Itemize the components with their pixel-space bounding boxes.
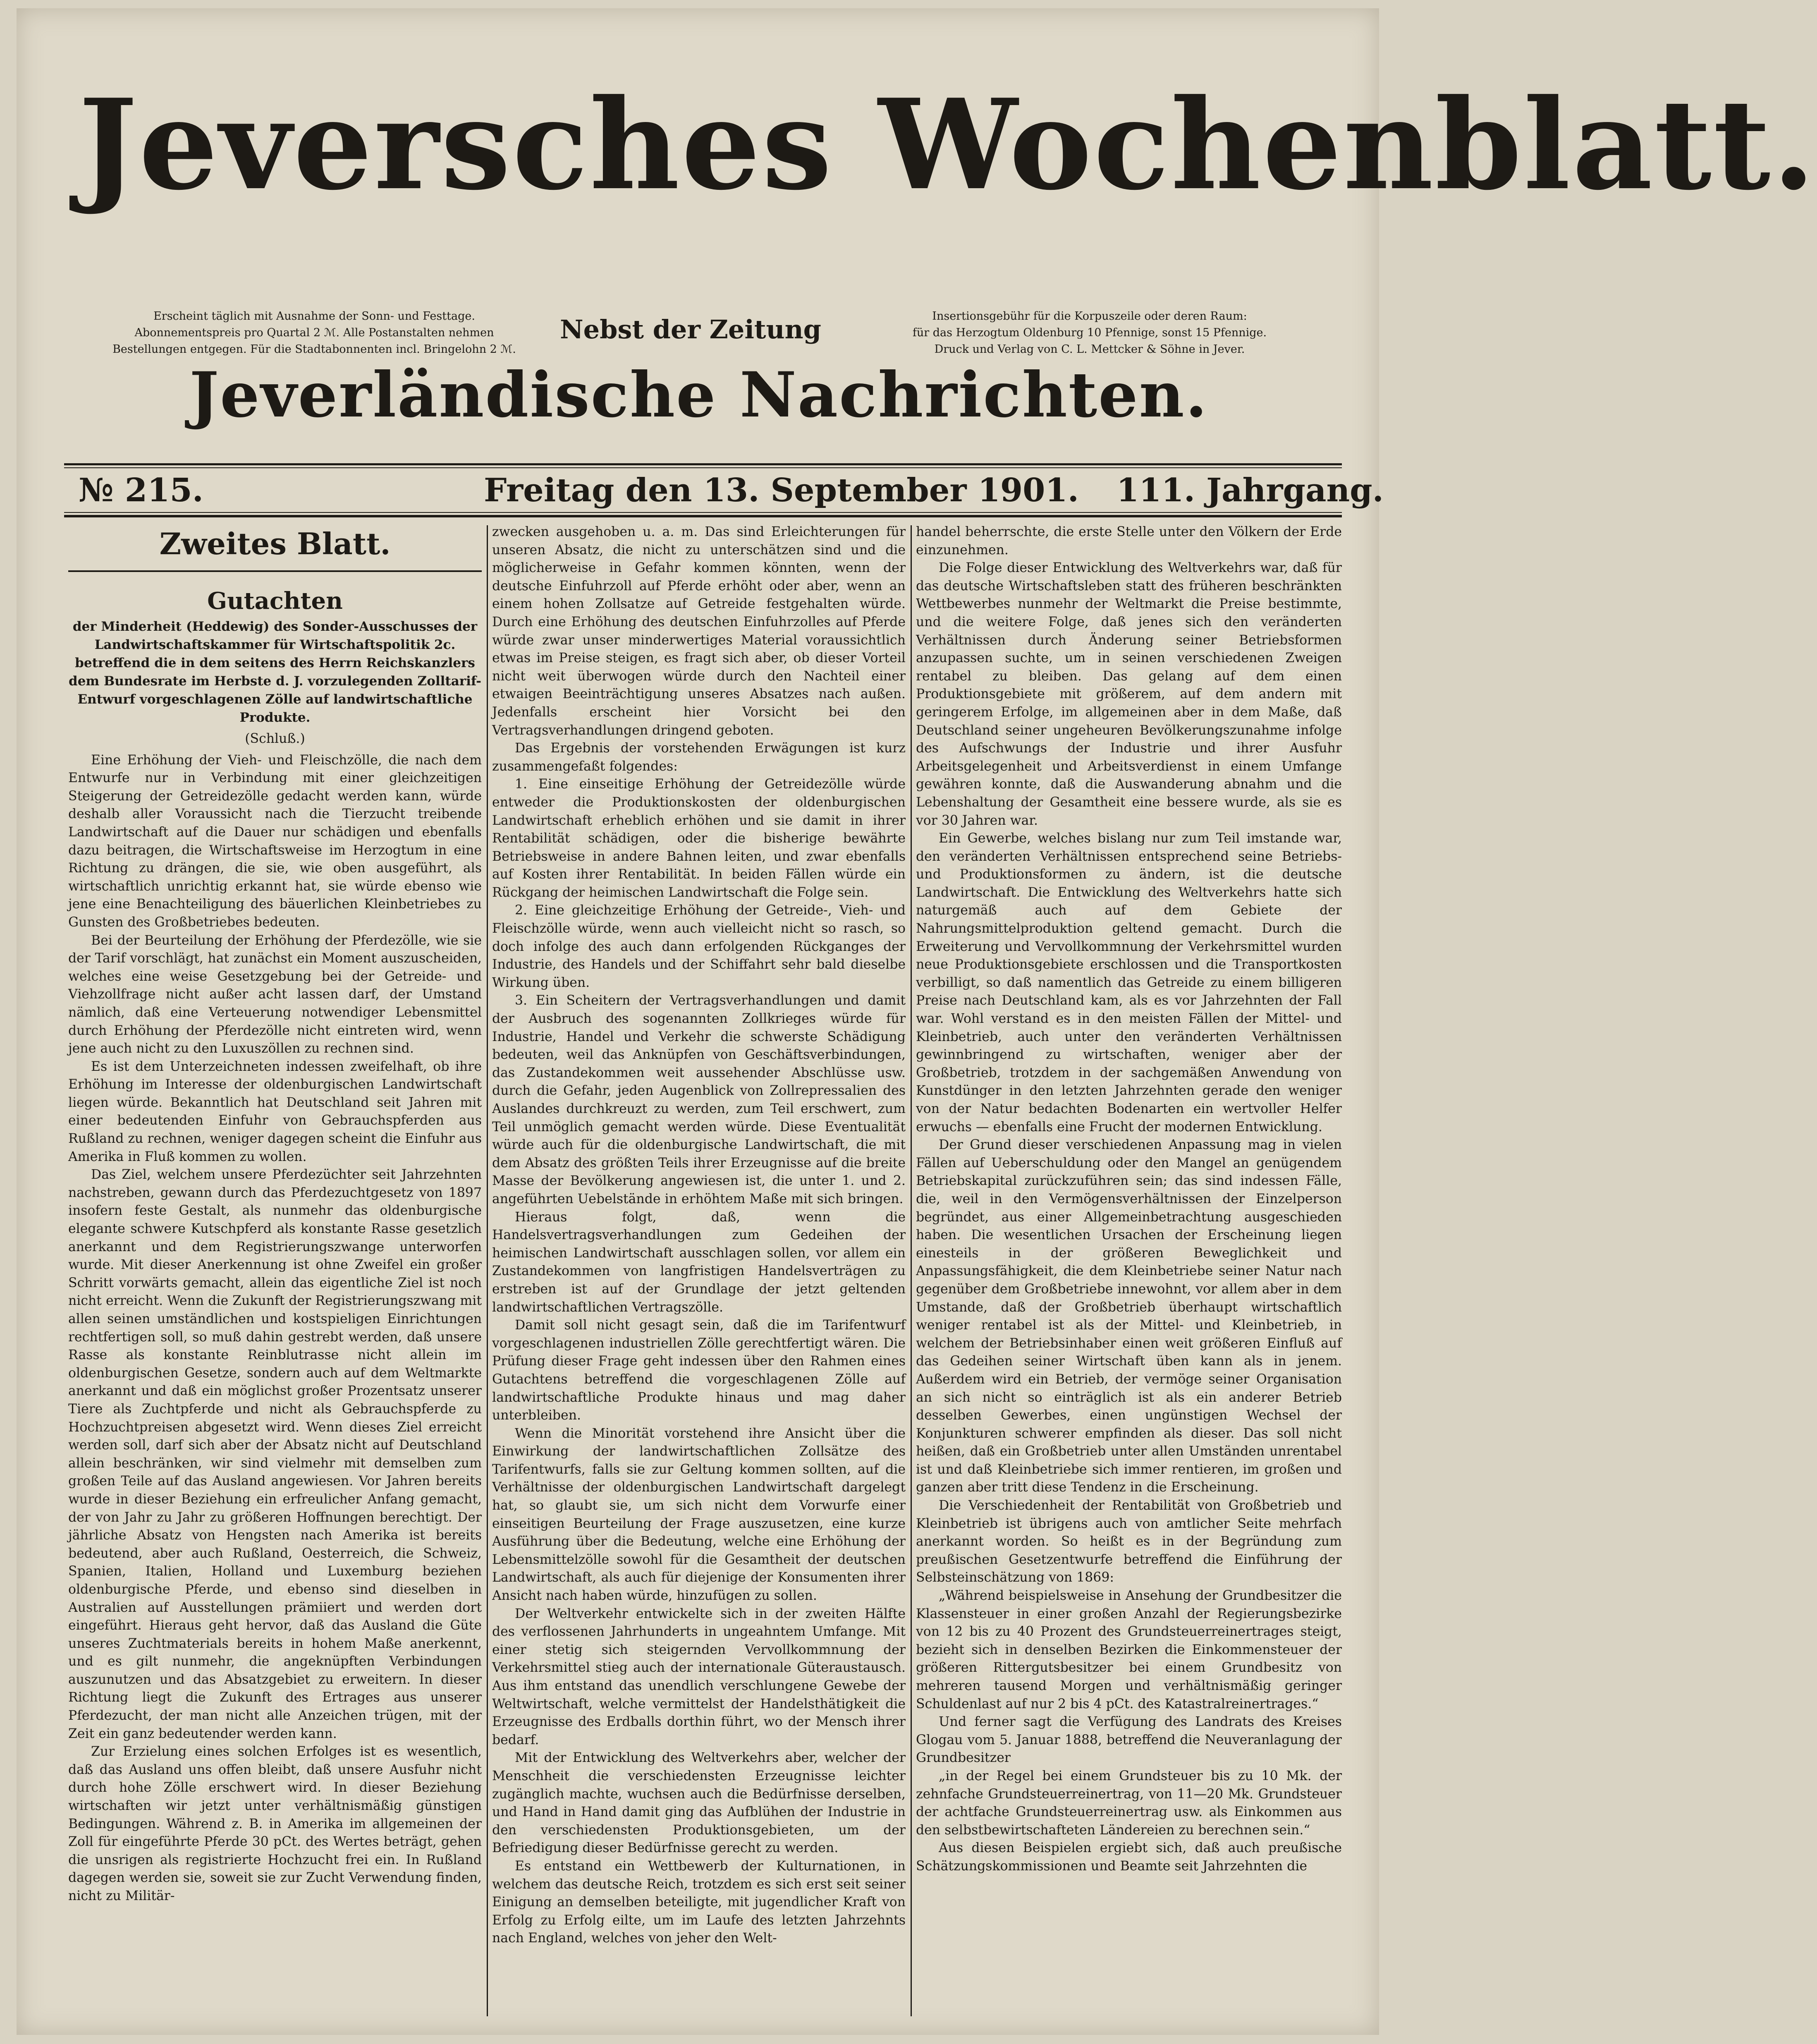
subscription-line: Bestellungen entgegen. Für die Stadtabonnenten incl. Bringelohn 2 ℳ.: [112, 343, 516, 356]
newspaper-page: [17, 8, 1817, 2035]
column-1: [68, 523, 482, 2016]
insertion-line: Insertionsgebühr für die Korpuszeile oder deren Raum:: [932, 310, 1247, 323]
sheet-label-rule: [68, 570, 482, 572]
article-note: (Schluß.): [245, 731, 305, 746]
paragraph: Und ferner sagt die Verfügung des Landrats des Kreises Glogau vom 5. Januar 1888, betreffend die Neuveranlagung der Grundbesitzer: [916, 1714, 1342, 1766]
paragraph: Es entstand ein Wettbewerb der Kulturnationen, in welchem das deutsche Reich, trotzdem es sich erst seit seiner Einigung an demselben beteiligte, mit jugendlicher Kraft von Erfolg zu Erfolg eilte, um im Laufe des letzten Jahrzehnts nach England, welches von jeher den Welt-: [492, 1858, 906, 1946]
paragraph: Aus diesen Beispielen ergiebt sich, daß auch preußische Schätzungskommissionen und Beamte seit Jahrzehnten die: [916, 1841, 1342, 1874]
paragraph: Hieraus folgt, daß, wenn die Handelsvertragsverhandlungen zum Gedeihen der heimischen Landwirtschaft ausschlagen sollen, vor allem ein Zustandekommen von langfristigen Handelsverträgen zu erstreben ist auf der Grundlage der jetzt geltenden landwirtschaftlichen Vertragszölle.: [492, 1209, 906, 1315]
subscription-info: [95, 308, 533, 358]
paragraph: Wenn die Minorität vorstehend ihre Ansicht über die Einwirkung der landwirtschaftlichen Zollsätze des Tarifentwurfs, falls sie zur Geltung kommen sollten, auf die Verhältnisse der oldenburgischen Landwirtschaft dargelegt hat, so glaubt sie, um sich nicht dem Vorwurfe einer einseitigen Beurteilung der Frage auszusetzen, eine kurze Ausführung über die Bedeutung, welche eine Erhöhung der Lebensmittelzölle sowohl für die Gesamtheit der deutschen Landwirtschaft, als auch für diejenige der Konsumenten ihrer Ansicht nach haben würde, hinzufügen zu sollen.: [492, 1426, 906, 1604]
dateline-rule: [64, 515, 1342, 517]
column-2: [492, 523, 906, 2016]
issue-date: Freitag den 13. September 1901.: [484, 472, 1079, 509]
paragraph: Damit soll nicht gesagt sein, daß die im Tarifentwurf vorgeschlagenen industriellen Zölle gerechtfertigt wären. Die Prüfung dieser Frage geht indessen über den Rahmen eines Gutachtens betreffend die vorgeschlagenen Zölle auf landwirtschaftliche Produkte hinaus und mag daher unterbleiben.: [492, 1318, 906, 1423]
nebst-label: Nebst der Zeitung: [559, 314, 822, 345]
paragraph: Eine Erhöhung der Vieh- und Fleischzölle, die nach dem Entwurfe nur in Verbindung mit einer gleichzeitigen Steigerung der Getreidezölle gedacht werden kann, würde deshalb aller Voraussicht nach die Tierzucht treibende Landwirtschaft auf die Dauer nur schädigen und ebenfalls dazu beitragen, die Wirtschaftsweise im Herzogtum in eine Richtung zu drängen, die sie, wie oben ausgeführt, als wirtschaftlich unrichtig erkannt hat, sie würde ebenso wie jene eine Benachteiligung des bäuerlichen Kleinbetriebes zu Gunsten des Großbetriebes bedeuten.: [68, 752, 482, 930]
paragraph: Mit der Entwicklung des Weltverkehrs aber, welcher der Menschheit die verschiedensten Erzeugnisse leichter zugänglich machte, wuchsen auch die Bedürfnisse derselben, und Hand in Hand damit ging das Aufblühen der Industrie in den verschiedensten Produktionsgebieten, um der Befriedigung dieser Bedürfnisse gerecht zu werden.: [492, 1750, 906, 1856]
top-rule: [64, 463, 1342, 465]
subtitle: Jeverländische Nachrichten.: [189, 359, 1208, 431]
paragraph: Die Folge dieser Entwicklung des Weltverkehrs war, daß für das deutsche Wirtschaftsleben statt des früheren beschränkten Wettbewerbes nunmehr der Weltmarkt die Preise bestimmte, und die weitere Folge, daß jenes sich den veränderten Verhältnissen durch Änderung seiner Betriebsformen anzupassen suchte, um in seinen verschiedenen Zweigen rentabel zu bleiben. Das gelang auf dem einen Produktionsgebiete mit größerem, auf dem andern mit geringerem Erfolge, im allgemeinen aber in dem Maße, daß Deutschland seiner ungeheuren Bevölkerungszunahme infolge des Aufschwungs der Industrie und ihrer Ausfuhr Arbeitsgelegenheit und Arbeitsverdienst in einem Umfange gewähren konnte, daß die Auswanderung abnahm und die Lebenshaltung der Gesamtheit eine bessere wurde, als sie es vor 30 Jahren war.: [916, 560, 1342, 828]
dateline-rule-thin: [64, 512, 1342, 513]
paragraph: 1. Eine einseitige Erhöhung der Getreidezölle würde entweder die Produktionskosten der oldenburgischen Landwirtschaft erheblich erhöhen und sie damit in ihrer Rentabilität schädigen, oder die bisherige bewährte Betriebsweise in andere Bahnen leiten, und zwar ebenfalls auf Kosten ihrer Rentabilität. In beiden Fällen würde ein Rückgang der heimischen Landwirtschaft die Folge sein.: [492, 777, 906, 900]
paragraph: zwecken ausgehoben u. a. m. Das sind Erleichterungen für unseren Absatz, die nicht zu unterschätzen sind und die möglicherweise in Gefahr kommen könnten, wenn der deutsche Einfuhrzoll auf Pferde erhöht oder aber, wenn an einem hohen Zollsatze auf Getreide festgehalten würde. Durch eine Erhöhung des deutschen Einfuhrzolles auf Pferde würde zwar unser minderwertiges Material voraussichtlich etwas im Preise steigen, es fragt sich aber, ob dieser Vorteil nicht weit überwogen würde durch den Nachteil einer etwaigen Beeinträchtigung unseres Absatzes nach außen. Jedenfalls erscheint hier Vorsicht bei den Vertragsverhandlungen dringend geboten.: [492, 524, 906, 738]
column-3: [916, 523, 1342, 2016]
paragraph: handel beherrschte, die erste Stelle unter den Völkern der Erde einzunehmen.: [916, 524, 1342, 558]
paragraph: Ein Gewerbe, welches bislang nur zum Teil imstande war, den veränderten Verhältnissen entsprechend seine Betriebs- und Produktionsformen zu ändern, ist die deutsche Landwirtschaft. Die Entwicklung des Weltverkehrs hatte sich naturgemäß auch auf dem Gebiete der Nahrungsmittelproduktion geltend gemacht. Durch die Erweiterung und Vervollkommnung der Verkehrsmittel wurden neue Produktionsgebiete erschlossen und die Transportkosten verbilligt, so daß namentlich das Getreide zu einem billigeren Preise nach Deutschland kam, als es vor Jahrzehnten der Fall war. Wohl verstand es in den meisten Fällen der Mittel- und Kleinbetrieb, auch unter den veränderten Verhältnissen gewinnbringend zu wirtschaften, weniger aber der Großbetrieb, trotzdem in der sachgemäßen Anwendung von Kunstdünger in den letzten Jahrzehnten gerade den weniger von der Natur bedachten Bodenarten ein wertvoller Helfer erwuchs — ebenfalls eine Frucht der modernen Entwicklung.: [916, 831, 1342, 1134]
insertion-info: [856, 308, 1323, 358]
paragraph: 2. Eine gleichzeitige Erhöhung der Getreide-, Vieh- und Fleischzölle würde, wenn auch vielleicht nicht so rasch, so doch infolge des auch dann erfolgenden Rückganges der Industrie, des Handels und der Schiffahrt sehr bald dieselbe Wirkung üben.: [492, 903, 906, 990]
masthead-title: Jeversches Wochenblatt.: [79, 72, 1817, 218]
paragraph: Der Weltverkehr entwickelte sich in der zweiten Hälfte des verflossenen Jahrhunderts in ungeahntem Umfange. Mit einer stetig sich steigernden Vervollkommnung der Verkehrsmittel stieg auch der internationale Güteraustausch. Aus ihm entstand das unendlich verschlungene Gewebe der Weltwirtschaft, welche vermittelst der Handelsthätigkeit die Erzeugnisse des Erdballs dorthin führt, wo der Mensch ihrer bedarf.: [492, 1606, 906, 1747]
paragraph: Es ist dem Unterzeichneten indessen zweifelhaft, ob ihre Erhöhung im Interesse der oldenburgischen Landwirtschaft liegen würde. Bekanntlich hat Deutschland seit Jahren mit einer bedeutenden Einfuhr von Gebrauchspferden aus Rußland zu rechnen, weniger dagegen scheint die Einfuhr aus Amerika in Fluß kommen zu wollen.: [68, 1059, 482, 1164]
paragraph: Das Ziel, welchem unsere Pferdezüchter seit Jahrzehnten nachstreben, gewann durch das Pferdezuchtgesetz von 1897 insofern feste Gestalt, als nunmehr das oldenburgische elegante schwere Kutschpferd als konstante Rasse gesetzlich anerkannt und dem Registrierungszwange unterworfen wurde. Mit dieser Anerkennung ist ohne Zweifel ein großer Schritt vorwärts gemacht, allein das eigentliche Ziel ist noch nicht erreicht. Wenn die Zukunft der Registrierungszwang mit allen seinen umständlichen und kostspieligen Einrichtungen rechtfertigen soll, so muß dahin gestrebt werden, daß unsere Rasse als konstante Reinblutrasse nicht allein im oldenburgischen Gesetze, sondern auch auf dem Weltmarkte anerkannt und daß ein möglichst großer Prozentsatz unserer Tiere als Zuchtpferde und nicht als Gebrauchspferde zu Hochzuchtpreisen abgesetzt wird. Wenn dieses Ziel erreicht werden soll, darf sich aber der Absatz nicht auf Deutschland allein beschränken, wir sind vielmehr mit demselben zum großen Teile auf das Ausland angewiesen. Vor Jahren bereits wurde in dieser Beziehung ein erfreulicher Anfang gemacht, der von Jahr zu Jahr zu größeren Hoffnungen berechtigt. Der jährliche Absatz von Hengsten nach Amerika ist bereits bedeutend, aber auch Rußland, Oesterreich, die Schweiz, Spanien, Italien, Holland und Luxemburg beziehen oldenburgische Pferde, und ebenso sind dieselben in Australien auf Ausstellungen prämiiert und werden dort eingeführt. Hieraus geht hervor, daß das Ausland die Güte unseres Zuchtmaterials bereits in hohem Maße anerkennt, und es gilt nunmehr, die angeknüpften Verbindungen auszunutzen und das Absatzgebiet zu erweitern. In dieser Richtung liegt die Zukunft des Ertrages aus unserer Pferdezucht, der man nicht alle Anzeichen trügen, mit der Zeit ein ganz bedeutender werden kann.: [68, 1167, 482, 1741]
paragraph: Das Ergebnis der vorstehenden Erwägungen ist kurz zusammengefaßt folgendes:: [492, 741, 906, 774]
top-rule-thin: [64, 467, 1342, 468]
paragraph: Der Grund dieser verschiedenen Anpassung mag in vielen Fällen auf Ueberschuldung oder den Mangel an genügendem Betriebskapital zurückzuführen sein; das sind indessen Fälle, die, weil in den Vermögensverhältnissen der Einzelperson begründet, aus einer Allgemeinbetrachtung ausgeschieden haben. Die wesentlichen Ursachen der Erscheinung liegen einesteils in der größeren Beweglichkeit und Anpassungsfähigkeit, die dem Kleinbetriebe seiner Natur nach gegenüber dem Großbetriebe innewohnt, vor allem aber in dem Umstande, daß der Großbetrieb überhaupt wirtschaftlich weniger rentabel ist als der Mittel- und Kleinbetrieb, in welchem der Betriebsinhaber einen weit größeren Einfluß auf das Gedeihen seiner Wirtschaft üben kann als in jenem. Außerdem wird ein Betrieb, der vermöge seiner Organisation an sich nicht so einträglich ist als ein anderer Betrieb desselben Gewerbes, einen ungünstigen Wechsel der Konjunkturen schwerer empfinden als dieser. Das soll nicht heißen, daß ein Großbetrieb unter allen Umständen unrentabel ist und daß Kleinbetriebe sich immer rentieren, im großen und ganzen aber tritt diese Tendenz in die Erscheinung.: [916, 1137, 1342, 1495]
paragraph: „Während beispielsweise in Ansehung der Grundbesitzer die Klassensteuer in einer großen Anzahl der Regierungsbezirke von 12 bis zu 40 Prozent des Grundsteuerreinertrages steigt, bezieht sich in denselben Bezirken die Einkommensteuer der größeren Rittergutsbesitzer bei einem Grundbesitz von mehreren tausend Morgen und verhältnismäßig geringer Schuldenlast auf nur 2 bis 4 pCt. des Katastralreinertrages.“: [916, 1588, 1342, 1711]
paragraph: Zur Erzielung eines solchen Erfolges ist es wesentlich, daß das Ausland uns offen bleibt, daß unsere Ausfuhr nicht durch hohe Zölle erschwert wird. In dieser Beziehung wirtschaften wir jetzt unter verhältnismäßig günstigen Bedingungen. Während z. B. in Amerika im allgemeinen der Zoll für eingeführte Pferde 30 pCt. des Wertes beträgt, gehen die unsrigen als registrierte Hochzucht frei ein. In Rußland dagegen werden sie, soweit sie zur Zucht Verwendung finden, nicht zu Militär-: [68, 1744, 482, 1903]
insertion-line: für das Herzogtum Oldenburg 10 Pfennige, sonst 15 Pfennige.: [912, 326, 1267, 339]
column-divider: [911, 525, 912, 2016]
issue-number: № 215.: [79, 472, 203, 509]
paragraph: Die Verschiedenheit der Rentabilität von Großbetrieb und Kleinbetrieb ist übrigens auch von amtlicher Seite mehrfach anerkannt worden. So heißt es in der Begründung zum preußischen Gesetzentwurfe betreffend die Einführung der Selbsteinschätzung von 1869:: [916, 1498, 1342, 1585]
article-subheading: der Minderheit (Heddewig) des Sonder-Ausschusses der Landwirtschaftskammer für Wirtschaftspolitik 2c. betreffend die in dem seitens des Herrn Reichskanzlers dem Bundesrate im Herbste d. J. vorzulegenden Zolltarif-Entwurf vorgeschlagenen Zölle auf landwirtschaftliche Produkte.: [69, 619, 481, 725]
article-heading: Gutachten: [207, 587, 343, 615]
paragraph: Bei der Beurteilung der Erhöhung der Pferdezölle, wie sie der Tarif vorschlägt, hat zunächst ein Moment auszuscheiden, welches eine weise Gesetzgebung bei der Getreide- und Viehzollfrage nicht außer acht lassen darf, der Umstand nämlich, daß eine Verteuerung notwendiger Lebensmittel durch Erhöhung der Pferdezölle nicht eintreten wird, wenn jene auch nicht zu den Luxuszöllen zu rechnen sind.: [68, 933, 482, 1056]
subscription-line: Abonnementspreis pro Quartal 2 ℳ. Alle Postanstalten nehmen: [134, 326, 494, 339]
paragraph: „in der Regel bei einem Grundsteuer bis zu 10 Mk. der zehnfache Grundsteuerreinertrag, von 11—20 Mk. Grundsteuer der achtfache Grundsteuerreinertrag usw. als Einkommen aus den selbstbewirtschafteten Ländereien zu berechnen sein.“: [916, 1768, 1342, 1838]
insertion-line: Druck und Verlag von C. L. Mettcker & Söhne in Jever.: [934, 343, 1245, 356]
volume-label: 111. Jahrgang.: [1116, 472, 1384, 509]
subscription-line: Erscheint täglich mit Ausnahme der Sonn- und Festtage.: [153, 310, 475, 323]
sheet-label: Zweites Blatt.: [159, 526, 391, 561]
paragraph: 3. Ein Scheitern der Vertragsverhandlungen und damit der Ausbruch des sogenannten Zollkrieges würde für Industrie, Handel und Verkehr die schwerste Schädigung bedeuten, weil das Anknüpfen von Geschäftsverbindungen, das Zustandekommen weit aussehender Abschlüsse usw. durch die Gefahr, jeden Augenblick von Zollrepressalien des Auslandes durchkreuzt zu werden, zum Teil erschwert, zum Teil unmöglich gemacht werden würde. Diese Eventualität würde auch für die oldenburgische Landwirtschaft, die mit dem Absatz des größten Teils ihrer Erzeugnisse auf die breite Masse der Bevölkerung angewiesen ist, die unter 1. und 2. angeführten Uebelstände in erhöhtem Maße mit sich bringen.: [492, 993, 906, 1206]
column-divider: [487, 525, 488, 2016]
